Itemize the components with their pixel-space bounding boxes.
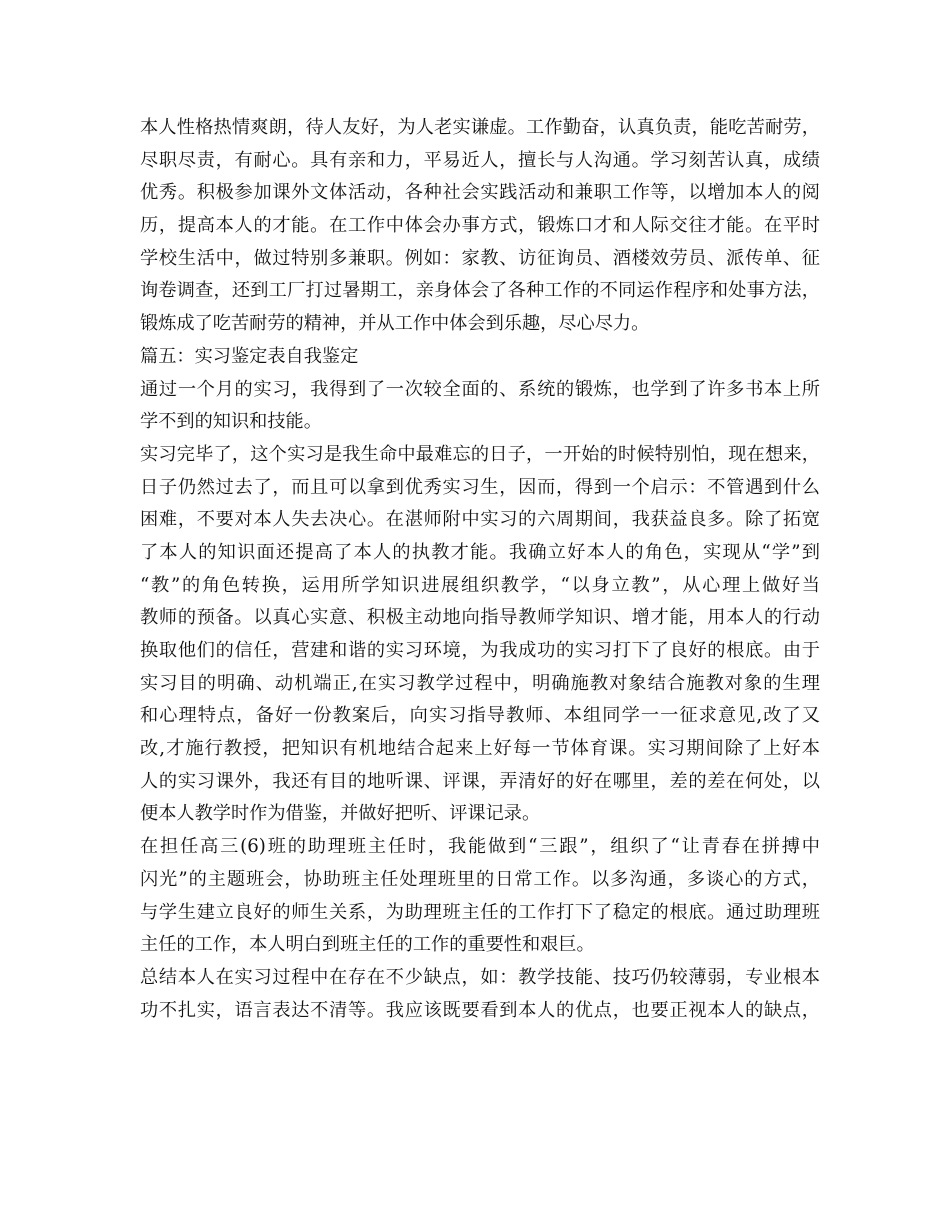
text-line: 教师的预备。以真心实意、积极主动地向指导教师学知识、增才能，用本人的行动 [140, 607, 820, 629]
text-line: 便本人教学时作为借鉴，并做好把听、评课记录。 [140, 803, 541, 825]
text-line: 尽职尽责，有耐心。具有亲和力，平易近人，擅长与人沟通。学习刻苦认真，成绩 [140, 149, 820, 171]
text-line: 学不到的知识和技能。 [140, 411, 322, 433]
text-line: 总结本人在实习过程中在存在不少缺点，如：教学技能、技巧仍较薄弱，专业根本 [140, 966, 820, 988]
text-line: 换取他们的信任，营建和谐的实习环境，为我成功的实习打下了良好的根底。由于 [140, 640, 820, 661]
text-line: 人的实习课外，我还有目的地听课、评课，弄清好的好在哪里，差的差在何处，以 [140, 770, 820, 792]
text-line: 本人性格热情爽朗，待人友好，为人老实谦虚。工作勤奋，认真负责，能吃苦耐劳， [140, 117, 820, 138]
text-line: 锻炼成了吃苦耐劳的精神，并从工作中体会到乐趣，尽心尽力。 [140, 313, 650, 335]
text-line: 主任的工作，本人明白到班主任的工作的重要性和艰巨。 [140, 934, 595, 956]
text-line: 询卷调查，还到工厂打过暑期工，亲身体会了各种工作的不同运作程序和处事方法， [140, 280, 820, 302]
text-line: “教”的角色转换，运用所学知识进展组织教学，“以身立教”，从心理上做好当 [140, 574, 820, 596]
text-line: 功不扎实，语言表达不清等。我应该既要看到本人的优点，也要正视本人的缺点， [140, 999, 820, 1021]
text-line: 学校生活中，做过特别多兼职。例如：家教、访征询员、酒楼效劳员、派传单、征 [140, 247, 820, 269]
text-line: 优秀。积极参加课外文体活动，各种社会实践活动和兼职工作等，以增加本人的阅 [140, 182, 820, 204]
text-line: 困难，不要对本人失去决心。在湛师附中实习的六周期间，我获益良多。除了拓宽 [140, 509, 820, 531]
text-line: 历，提高本人的才能。在工作中体会办事方式，锻炼口才和人际交往才能。在平时 [140, 215, 820, 237]
text-line: 在担任高三(6)班的助理班主任时，我能做到“三跟”，组织了“让青春在拼搏中 [140, 836, 820, 858]
text-line: 日子仍然过去了，而且可以拿到优秀实习生，因而，得到一个启示：不管遇到什么 [140, 476, 820, 498]
text-line: 了本人的知识面还提高了本人的执教才能。我确立好本人的角色，实现从“学”到 [140, 541, 820, 563]
text-line: 和心理特点，备好一份教案后，向实习指导教师、本组同学一一征求意见,改了又 [140, 705, 820, 727]
text-line: 改,才施行教授，把知识有机地结合起来上好每一节体育课。实习期间除了上好本 [140, 738, 820, 760]
text-line: 与学生建立良好的师生关系，为助理班主任的工作打下了稳定的根底。通过助理班 [140, 901, 820, 923]
text-line: 闪光”的主题班会，协助班主任处理班里的日常工作。以多沟通，多谈心的方式， [140, 868, 820, 890]
text-line: 实习目的明确、动机端正,在实习教学过程中，明确施教对象结合施教对象的生理 [140, 672, 820, 694]
text-line: 实习完毕了，这个实习是我生命中最难忘的日子，一开始的时候特别怕，现在想来， [140, 443, 820, 465]
document-body [140, 112, 820, 1027]
section-heading: 篇五：实习鉴定表自我鉴定 [140, 345, 359, 367]
text-line: 通过一个月的实习，我得到了一次较全面的、系统的锻炼，也学到了许多书本上所 [140, 378, 820, 400]
